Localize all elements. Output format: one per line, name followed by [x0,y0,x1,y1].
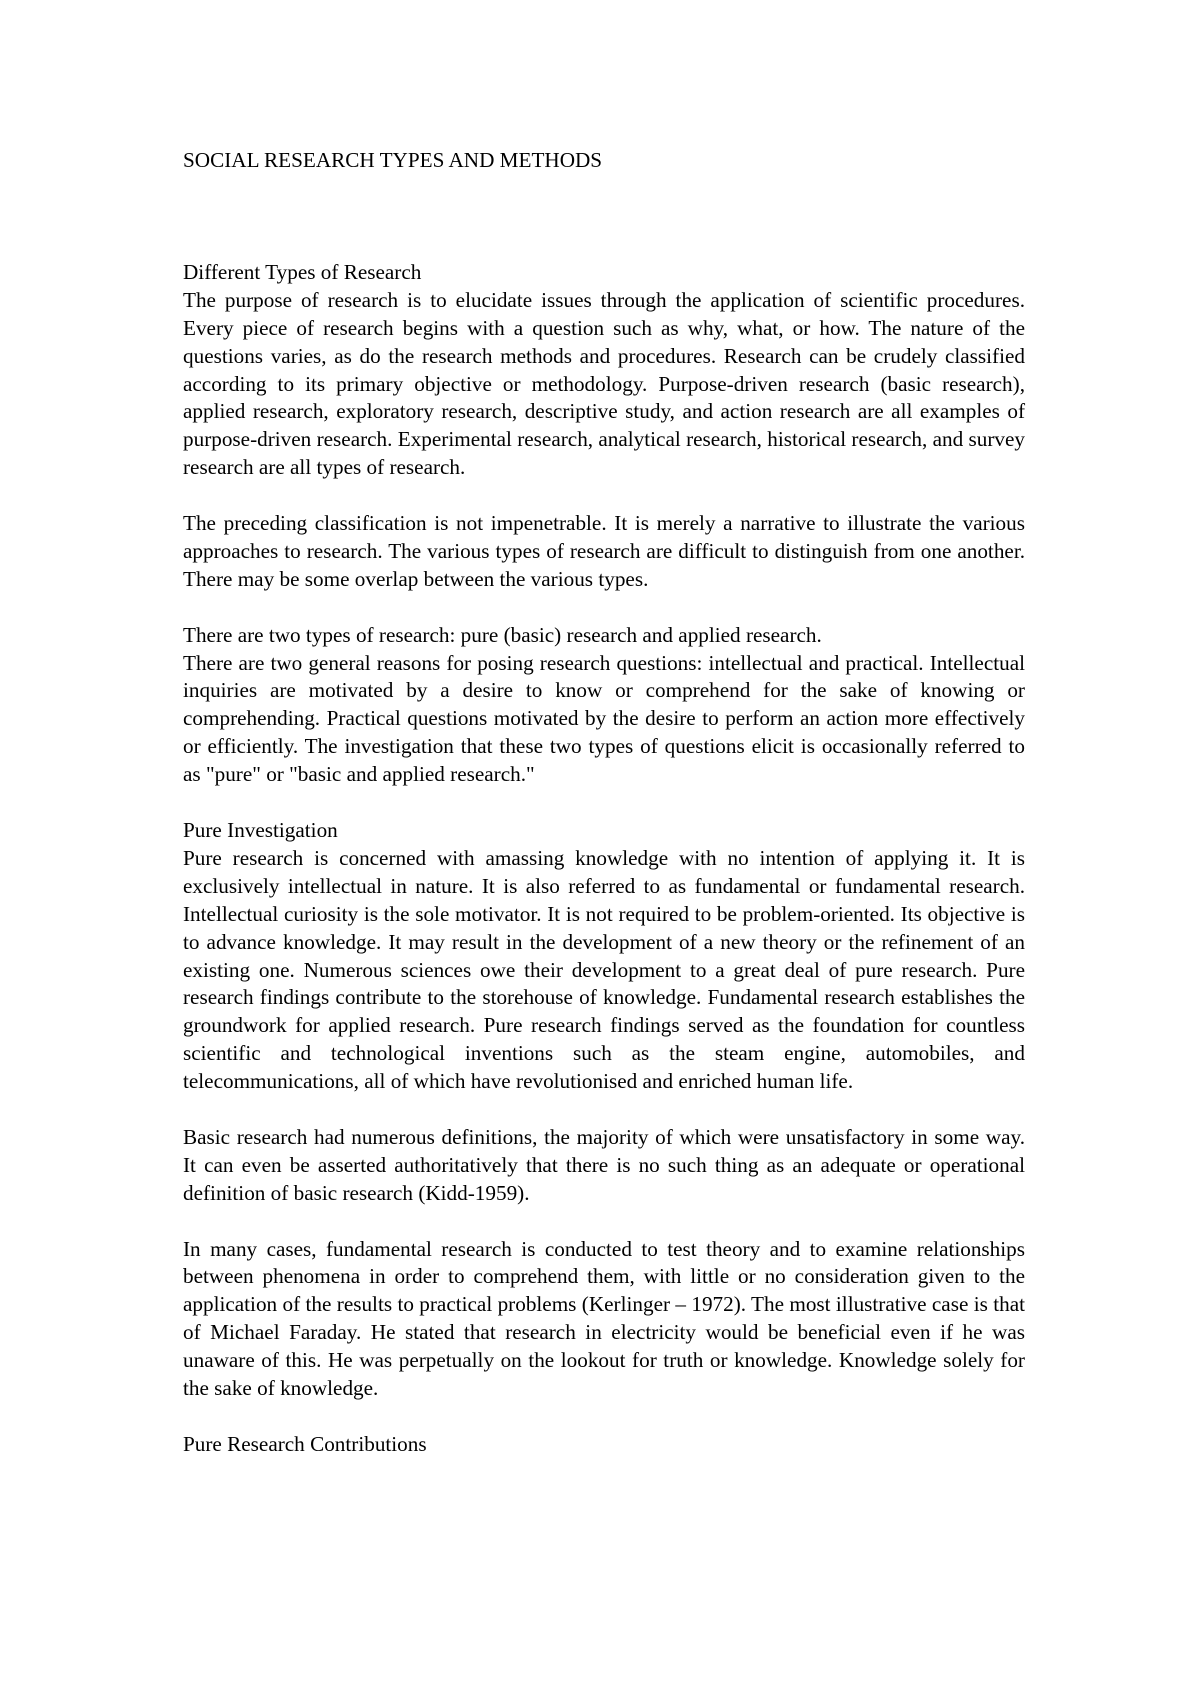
section-pure-research-contributions [183,1431,1025,1459]
paragraph: Pure research is concerned with amassing knowledge with no intention of applying it. It is exclusively intellectual in nature. It is also referred to as fundamental or fundamental research. Intellectual curiosity is the sole motivator. It is not required to be problem-oriented. Its objective is to advance knowledge. It may result in the development of a new theory or the refinement of an existing one. Numerous sciences owe their development to a great deal of pure research. Pure research findings contribute to the storehouse of knowledge. Fundamental research establishes the groundwork for applied research. Pure research findings served as the foundation for countless scientific and technological inventions such as the steam engine, automobiles, and telecommunications, all of which have revolutionised and enriched human life. [183,845,1025,1094]
paragraph: In many cases, fundamental research is conducted to test theory and to examine relationships between phenomena in order to comprehend them, with little or no consideration given to the application of the results to practical problems (Kerlinger – 1972). The most illustrative case is that of Michael Faraday. He stated that research in electricity would be beneficial even if he was unaware of this. He was perpetually on the lookout for truth or knowledge. Knowledge solely for the sake of knowledge. [183,1236,1025,1401]
paragraph: The purpose of research is to elucidate issues through the application of scientific procedures. Every piece of research begins with a question such as why, what, or how. The nature of the questions varies, as do the research methods and procedures. Research can be crudely classified according to its primary objective or methodology. Purpose-driven research (basic research), applied research, exploratory research, descriptive study, and action research are all examples of purpose-driven research. Experimental research, analytical research, historical research, and survey research are all types of research. [183,287,1025,480]
paragraph: There are two general reasons for posing research questions: intellectual and practical. Intellectual inquiries are motivated by a desire to know or comprehend for the sake of knowing or comprehending. Practical questions motivated by the desire to perform an action more effectively or efficiently. The investigation that these two types of questions elicit is occasionally referred to as "pure" or "basic and applied research." [183,650,1025,787]
paragraph: The preceding classification is not impenetrable. It is merely a narrative to illustrate the various approaches to research. The various types of research are difficult to distinguish from one another. There may be some overlap between the various types. [183,511,1025,591]
document-title: SOCIAL RESEARCH TYPES AND METHODS [183,148,603,172]
section-heading: Pure Research Contributions [183,1431,427,1456]
section-heading: Different Types of Research [183,259,422,284]
paragraph: Basic research had numerous definitions, the majority of which were unsatisfactory in some way. It can even be asserted authoritatively that there is no such thing as an adequate or operational definition of basic research (Kidd-1959). [183,1124,1025,1205]
section-pure-investigation [183,817,1025,1403]
document-body [183,147,1025,1459]
section-heading: Pure Investigation [183,817,338,842]
section-different-types-of-research [183,259,1025,789]
paragraph: There are two types of research: pure (basic) research and applied research. [183,622,822,647]
